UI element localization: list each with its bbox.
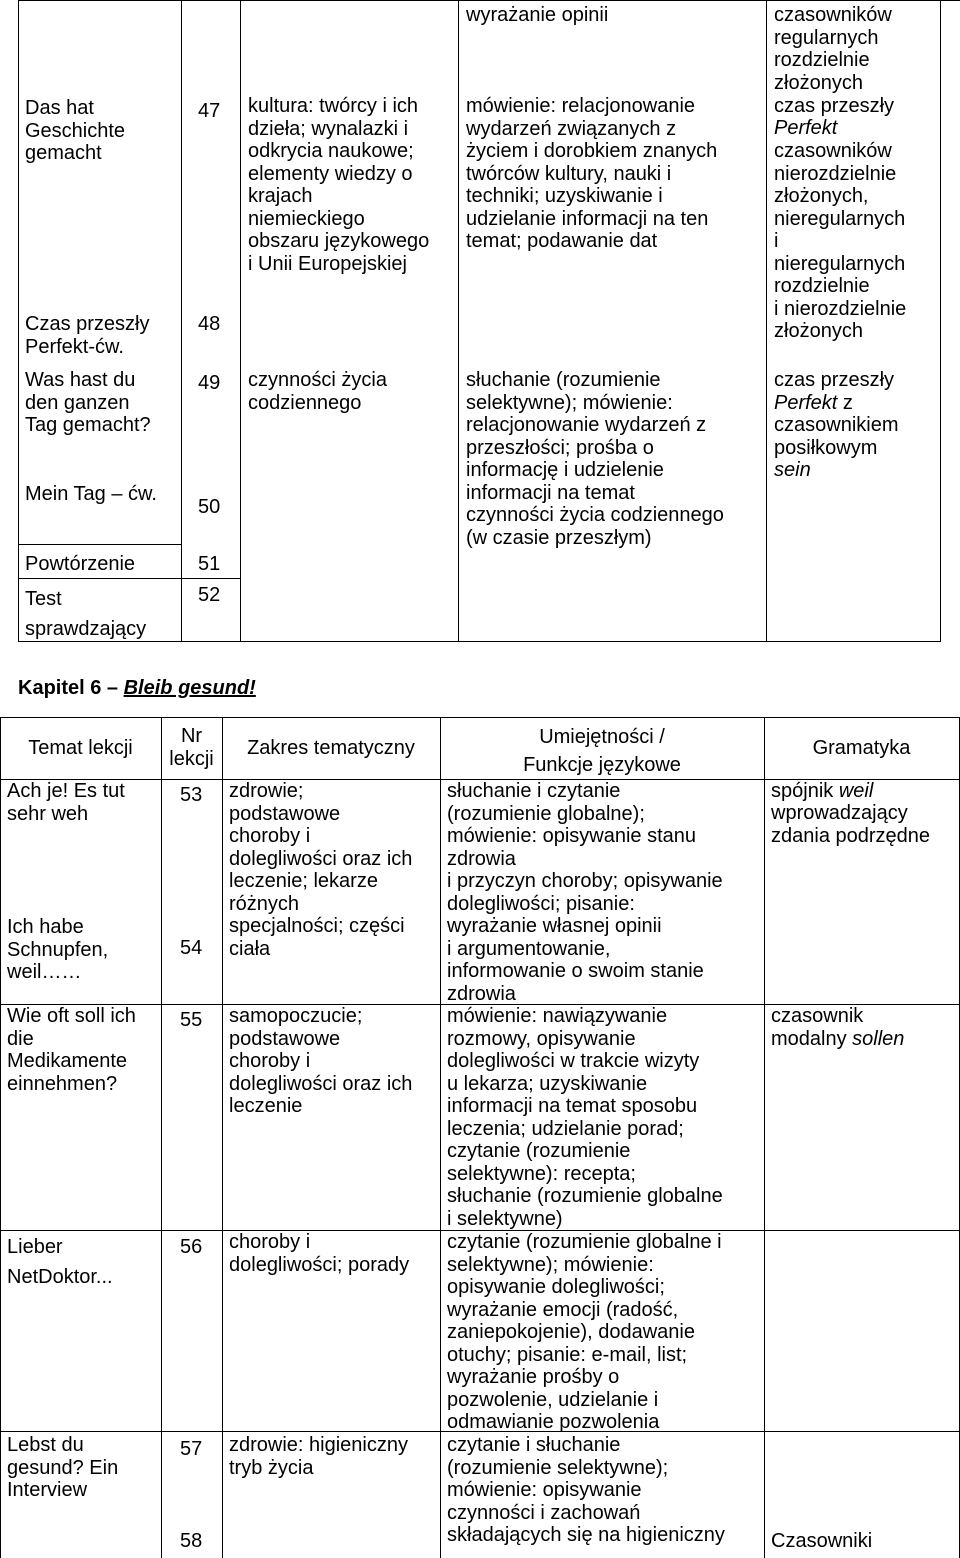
- language-skills: mówienie: relacjonowanie wydarzeń związanych z życiem i dorobkiem znanych twórców kultury, nauki i techniki; uzyskiwanie i udzielanie informacji na ten temat; podawanie dat: [466, 95, 718, 252]
- grammar-term: sollen: [852, 1027, 905, 1050]
- table1-col-line: [18, 0, 19, 642]
- lesson-number: 49: [198, 372, 221, 394]
- lesson-number: 47: [198, 100, 221, 122]
- table1-row-divider: [18, 544, 181, 545]
- language-skills: czytanie (rozumienie globalne i selektywne); mówienie: opisywanie dolegliwości; wyrażanie emocji (radość, zaniepokojenie), dodawanie otuchy; pisanie: e-mail, list; wyrażanie prośby o pozwolenie, udzielanie i odmawianie pozwolenia: [447, 1231, 722, 1433]
- lesson-topic: Test sprawdzający: [25, 588, 147, 640]
- language-skills: słuchanie i czytanie (rozumienie globalne); mówienie: opisywanie stanu zdrowia i przyczyn choroby; opisywanie dolegliwości; pisanie: wyrażanie własnej opinii i argumentowanie, informowanie o swoim stanie zdrowia: [447, 780, 723, 1005]
- grammar-line: czas przeszły: [774, 95, 895, 117]
- header-grammar: Gramatyka: [812, 737, 911, 759]
- lesson-number: 48: [198, 313, 221, 335]
- grammar-line: [771, 1005, 904, 1050]
- lesson-topic: Mein Tag – ćw.: [25, 483, 157, 505]
- lesson-topic: Czas przeszły Perfekt-ćw.: [25, 313, 150, 358]
- language-skills: słuchanie (rozumienie selektywne); mówienie: relacjonowanie wydarzeń z przeszłości; prośba o informację i udzielenie informacji na temat czynności życia codziennego (w czasie przeszłym): [466, 369, 724, 549]
- table2-col-line: [764, 717, 765, 1558]
- grammar-term: weil: [838, 780, 874, 802]
- chapter-heading: [18, 677, 256, 700]
- grammar-line: Czasowniki: [771, 1530, 873, 1552]
- lesson-number: 56: [180, 1236, 203, 1258]
- grammar-term: Perfekt: [774, 392, 838, 414]
- lesson-topic: Powtórzenie: [25, 553, 136, 575]
- lesson-topic: Was hast du den ganzen Tag gemacht?: [25, 369, 151, 436]
- table1-row-divider: [18, 578, 241, 579]
- table1-col-line: [240, 0, 241, 642]
- lesson-topic: Ach je! Es tut sehr weh: [7, 780, 125, 825]
- grammar-term: sein: [774, 459, 811, 481]
- table1-col-line: [181, 0, 182, 642]
- skills-cell-fragment: wyrażanie opinii: [466, 4, 609, 26]
- lesson-number: 57: [180, 1438, 203, 1460]
- grammar-cell-fragment: czasowników regularnych rozdzielnie złożonych: [774, 4, 892, 94]
- lesson-number: 52: [198, 584, 221, 606]
- language-skills: mówienie: nawiązywanie rozmowy, opisywanie dolegliwości w trakcie wizyty u lekarza; uzyskiwanie informacji na temat sposobu leczenia; udzielanie porad; czytanie (rozumienie selektywne): recepta; słuchanie (rozumienie globalne i selektywne): [447, 1005, 723, 1230]
- grammar-line: [771, 780, 873, 803]
- thematic-scope: kultura: twórcy i ich dzieła; wynalazki i odkrycia naukowe; elementy wiedzy o krajach niemieckiego obszaru językowego i Unii Europejskiej: [248, 95, 430, 275]
- table2-col-line: [161, 717, 162, 1558]
- thematic-scope: zdrowie; podstawowe choroby i dolegliwości oraz ich leczenie; lekarze różnych specjalności; części ciała: [229, 780, 413, 960]
- table2-top-border: [0, 717, 960, 718]
- header-lesson-topic: Temat lekcji: [28, 737, 133, 759]
- lesson-number: 51: [198, 553, 221, 575]
- lesson-topic: Ich habe Schnupfen, weil……: [7, 916, 109, 983]
- chapter-prefix: Kapitel 6 –: [18, 677, 124, 699]
- grammar-line: czasowników nierozdzielnie złożonych, nieregularnych i nieregularnych rozdzielnie i nierozdzielnie złożonych: [774, 140, 907, 342]
- lesson-number: 54: [180, 937, 203, 959]
- thematic-scope: choroby i dolegliwości; porady: [229, 1231, 410, 1276]
- grammar-word: czasownik modalny: [771, 1005, 864, 1050]
- grammar-line: wprowadzający zdania podrzędne: [771, 802, 931, 847]
- lesson-topic: Lebst du gesund? Ein Interview: [7, 1434, 119, 1501]
- grammar-word: z: [837, 392, 853, 414]
- lesson-topic: Das hat Geschichte gemacht: [25, 97, 126, 164]
- grammar-term: Perfekt: [774, 117, 838, 139]
- table1-col-line: [766, 0, 767, 642]
- lesson-topic: Lieber NetDoktor...: [7, 1236, 113, 1288]
- table1-bottom-border: [18, 641, 941, 642]
- header-language-skills: Umiejętności / Funkcje językowe: [523, 726, 681, 776]
- thematic-scope: zdrowie: higieniczny tryb życia: [229, 1434, 408, 1479]
- grammar-word: spójnik: [771, 780, 839, 802]
- lesson-topic: Wie oft soll ich die Medikamente einnehmen?: [7, 1005, 136, 1095]
- table2-col-line: [0, 717, 1, 1558]
- chapter-title: Bleib gesund!: [123, 677, 256, 699]
- language-skills: czytanie i słuchanie (rozumienie selektywne); mówienie: opisywanie czynności i zachowań składających się na higieniczny: [447, 1434, 725, 1546]
- thematic-scope: czynności życia codziennego: [248, 369, 387, 414]
- table1-col-line: [458, 0, 459, 642]
- lesson-number: 55: [180, 1009, 203, 1031]
- header-lesson-number: Nr lekcji: [169, 725, 214, 770]
- table1-top-border: [18, 0, 960, 1]
- lesson-number: 58: [180, 1530, 203, 1552]
- table1-col-line: [940, 0, 941, 642]
- table2-col-line: [222, 717, 223, 1558]
- grammar-line: czas przeszły: [774, 369, 895, 391]
- grammar-line: [774, 392, 853, 415]
- lesson-number: 50: [198, 496, 221, 518]
- thematic-scope: samopoczucie; podstawowe choroby i dolegliwości oraz ich leczenie: [229, 1005, 413, 1117]
- header-thematic-scope: Zakres tematyczny: [247, 737, 415, 759]
- table2-col-line: [440, 717, 441, 1558]
- lesson-number: 53: [180, 784, 203, 806]
- grammar-line: czasownikiem posiłkowym: [774, 414, 899, 459]
